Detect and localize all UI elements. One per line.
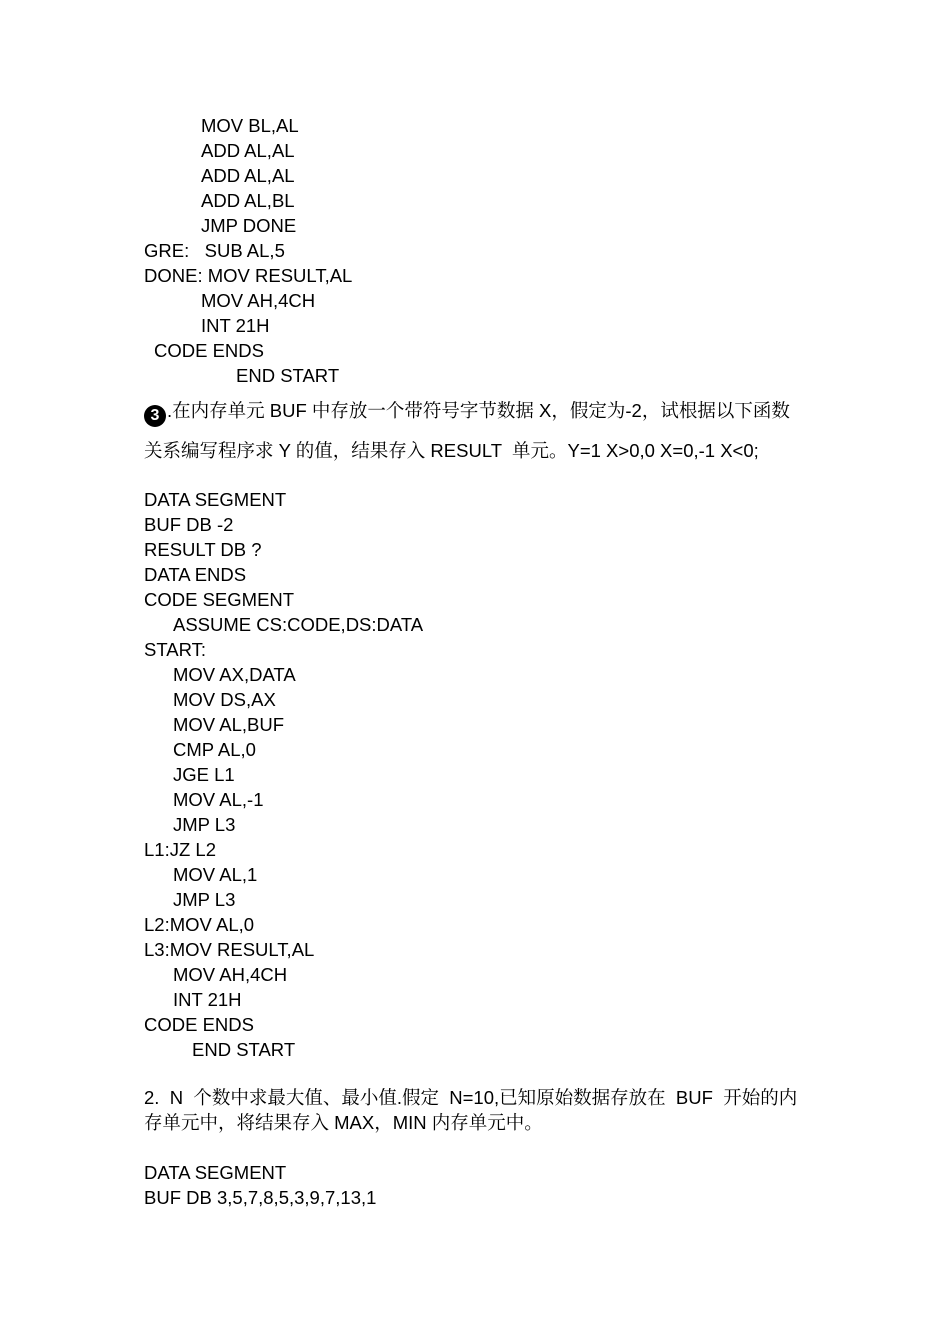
- code-line: JMP L3: [173, 889, 236, 910]
- code-line: CMP AL,0: [173, 739, 256, 760]
- code-line: CODE SEGMENT: [144, 589, 295, 610]
- code-line: MOV AL,-1: [173, 789, 264, 810]
- code-line: MOV AL,BUF: [173, 714, 285, 735]
- code-line: END START: [192, 1039, 296, 1060]
- circled-number-marker: 3: [144, 405, 166, 427]
- code-line: CODE ENDS: [154, 340, 264, 361]
- code-line: ADD AL,AL: [201, 140, 295, 161]
- code-line: END START: [236, 365, 340, 386]
- code-line: ADD AL,AL: [201, 165, 295, 186]
- code-line: L1:JZ L2: [144, 839, 216, 860]
- code-line: ADD AL,BL: [201, 190, 295, 211]
- code-line: DATA SEGMENT: [144, 1162, 287, 1183]
- code-line: DATA ENDS: [144, 564, 247, 585]
- code-line: BUF DB -2: [144, 514, 234, 535]
- code-line: MOV AH,4CH: [173, 964, 288, 985]
- question-3-line-2: 关系编写程序求 Y 的值，结果存入 RESULT 单元。Y=1 X>0,0 X=0,-1 X<0;: [144, 440, 759, 461]
- question-3-text: .在内存单元 BUF 中存放一个带符号字节数据 X，假定为-2，试根据以下函数: [167, 400, 790, 421]
- code-line: RESULT DB ?: [144, 539, 262, 560]
- code-line: START:: [144, 639, 207, 660]
- code-line: L3:MOV RESULT,AL: [144, 939, 315, 960]
- code-line: GRE: SUB AL,5: [144, 240, 285, 261]
- code-line: DATA SEGMENT: [144, 489, 287, 510]
- code-line: MOV AX,DATA: [173, 664, 296, 685]
- code-line: DONE: MOV RESULT,AL: [144, 265, 353, 286]
- code-line: JMP DONE: [201, 215, 297, 236]
- code-line: CODE ENDS: [144, 1014, 254, 1035]
- code-line: MOV AL,1: [173, 864, 258, 885]
- code-line: BUF DB 3,5,7,8,5,3,9,7,13,1: [144, 1187, 377, 1208]
- code-line: MOV BL,AL: [201, 115, 299, 136]
- question-3-line-1: [144, 398, 790, 427]
- code-line: INT 21H: [201, 315, 270, 336]
- question-2-line-2: 存单元中，将结果存入 MAX，MIN 内存单元中。: [144, 1112, 543, 1133]
- code-line: MOV AH,4CH: [201, 290, 316, 311]
- code-line: JMP L3: [173, 814, 236, 835]
- code-line: INT 21H: [173, 989, 242, 1010]
- code-line: JGE L1: [173, 764, 235, 785]
- question-2-line-1: 2. N 个数中求最大值、最小值.假定 N=10,已知原始数据存放在 BUF 开始的内: [144, 1087, 798, 1108]
- code-line: ASSUME CS:CODE,DS:DATA: [173, 614, 424, 635]
- code-line: L2:MOV AL,0: [144, 914, 255, 935]
- code-line: MOV DS,AX: [173, 689, 276, 710]
